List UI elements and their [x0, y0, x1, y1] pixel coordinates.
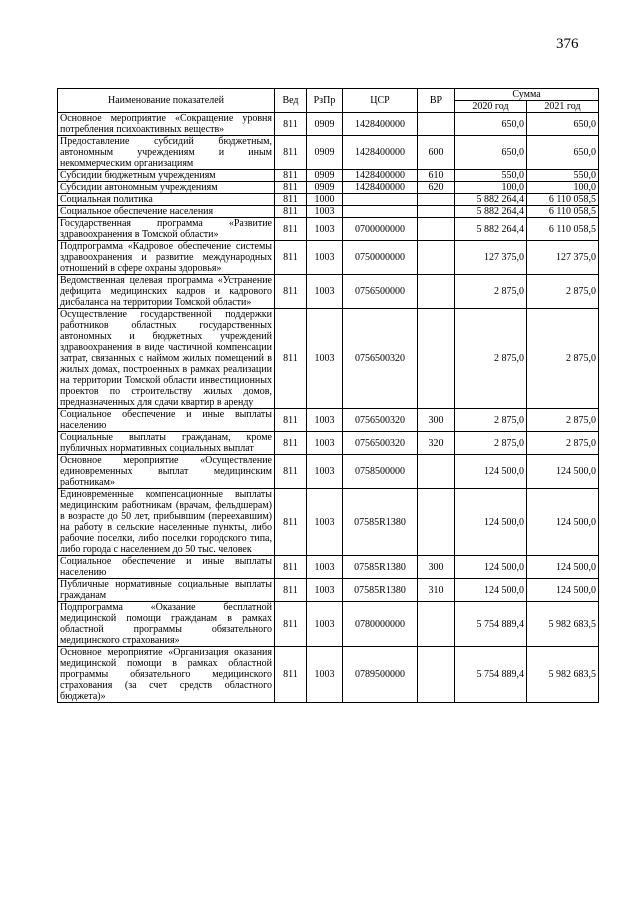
cell-csr: 0756500000	[343, 275, 418, 309]
cell-y2020: 124 500,0	[455, 455, 527, 489]
cell-y2021: 650,0	[527, 113, 599, 136]
cell-y2021: 2 875,0	[527, 432, 599, 455]
cell-ved: 811	[275, 432, 307, 455]
cell-csr	[343, 194, 418, 206]
cell-rzpr: 1003	[307, 489, 343, 556]
cell-ved: 811	[275, 113, 307, 136]
cell-name: Социальное обеспечение и иные выплаты населению	[58, 409, 275, 432]
cell-csr: 1428400000	[343, 170, 418, 182]
cell-rzpr: 0909	[307, 182, 343, 194]
table-row	[58, 206, 599, 218]
cell-vr: 620	[418, 182, 455, 194]
cell-y2021: 124 500,0	[527, 556, 599, 579]
cell-vr: 300	[418, 409, 455, 432]
cell-ved: 811	[275, 182, 307, 194]
cell-vr: 300	[418, 556, 455, 579]
cell-vr: 320	[418, 432, 455, 455]
cell-csr: 0780000000	[343, 602, 418, 647]
cell-name: Единовременные компенсационные выплаты медицинским работникам (врачам, фельдшерам) в возрасте до 50 лет, прибывшим (переехавшим) на работу в сельские населенные пункты, либо рабочие поселки, либо поселки городского типа, либо города с населением до 50 тыс. человек	[58, 489, 275, 556]
cell-ved: 811	[275, 218, 307, 241]
table-row	[58, 579, 599, 602]
cell-ved: 811	[275, 136, 307, 170]
cell-rzpr: 1003	[307, 275, 343, 309]
cell-ved: 811	[275, 194, 307, 206]
cell-y2021: 124 500,0	[527, 455, 599, 489]
cell-y2020: 2 875,0	[455, 409, 527, 432]
cell-name: Субсидии бюджетным учреждениям	[58, 170, 275, 182]
cell-csr: 07585R1380	[343, 556, 418, 579]
cell-name: Основное мероприятие «Осуществление единовременных выплат медицинским работникам»	[58, 455, 275, 489]
cell-rzpr: 1003	[307, 647, 343, 703]
cell-name: Социальная политика	[58, 194, 275, 206]
header-csr: ЦСР	[343, 89, 418, 113]
cell-name: Подпрограмма «Кадровое обеспечение системы здравоохранения и развитие международных отношений в сфере охраны здоровья»	[58, 241, 275, 275]
cell-y2021: 5 982 683,5	[527, 647, 599, 703]
cell-csr: 07585R1380	[343, 579, 418, 602]
header-name: Наименование показателей	[58, 89, 275, 113]
cell-ved: 811	[275, 602, 307, 647]
cell-y2021: 6 110 058,5	[527, 194, 599, 206]
cell-y2021: 550,0	[527, 170, 599, 182]
cell-rzpr: 1003	[307, 602, 343, 647]
cell-rzpr: 1003	[307, 455, 343, 489]
cell-name: Предоставление субсидий бюджетным, автономным учреждениям и иным некоммерческим организациям	[58, 136, 275, 170]
table-row	[58, 432, 599, 455]
cell-vr	[418, 275, 455, 309]
cell-y2020: 127 375,0	[455, 241, 527, 275]
cell-ved: 811	[275, 556, 307, 579]
cell-y2020: 5 754 889,4	[455, 602, 527, 647]
cell-y2020: 2 875,0	[455, 309, 527, 409]
cell-rzpr: 1003	[307, 556, 343, 579]
cell-y2021: 124 500,0	[527, 579, 599, 602]
table-row	[58, 170, 599, 182]
cell-y2021: 6 110 058,5	[527, 206, 599, 218]
cell-y2020: 5 754 889,4	[455, 647, 527, 703]
cell-vr	[418, 489, 455, 556]
cell-y2021: 5 982 683,5	[527, 602, 599, 647]
cell-rzpr: 1000	[307, 194, 343, 206]
cell-ved: 811	[275, 309, 307, 409]
table-row	[58, 489, 599, 556]
cell-vr	[418, 602, 455, 647]
table-row	[58, 241, 599, 275]
cell-rzpr: 0909	[307, 170, 343, 182]
table-row	[58, 647, 599, 703]
cell-y2021: 100,0	[527, 182, 599, 194]
cell-csr: 0756500320	[343, 432, 418, 455]
cell-vr	[418, 113, 455, 136]
cell-name: Публичные нормативные социальные выплаты гражданам	[58, 579, 275, 602]
cell-csr: 0756500320	[343, 309, 418, 409]
cell-csr: 0700000000	[343, 218, 418, 241]
cell-csr: 0758500000	[343, 455, 418, 489]
cell-y2021: 6 110 058,5	[527, 218, 599, 241]
header-year-2021: 2021 год	[527, 101, 599, 113]
cell-rzpr: 1003	[307, 432, 343, 455]
table-header	[58, 89, 599, 113]
cell-csr: 07585R1380	[343, 489, 418, 556]
cell-ved: 811	[275, 579, 307, 602]
cell-name: Государственная программа «Развитие здравоохранения в Томской области»	[58, 218, 275, 241]
cell-vr	[418, 218, 455, 241]
table-row	[58, 194, 599, 206]
table-row	[58, 182, 599, 194]
cell-y2020: 2 875,0	[455, 432, 527, 455]
cell-csr: 0756500320	[343, 409, 418, 432]
table-row	[58, 309, 599, 409]
cell-vr: 310	[418, 579, 455, 602]
cell-y2020: 5 882 264,4	[455, 218, 527, 241]
table-row	[58, 409, 599, 432]
cell-y2021: 127 375,0	[527, 241, 599, 275]
cell-ved: 811	[275, 409, 307, 432]
cell-vr	[418, 455, 455, 489]
table-row	[58, 602, 599, 647]
cell-csr: 0789500000	[343, 647, 418, 703]
cell-name: Социальные выплаты гражданам, кроме публичных нормативных социальных выплат	[58, 432, 275, 455]
cell-y2020: 650,0	[455, 113, 527, 136]
table-body	[58, 113, 599, 703]
cell-ved: 811	[275, 206, 307, 218]
cell-vr	[418, 206, 455, 218]
cell-y2020: 2 875,0	[455, 275, 527, 309]
cell-rzpr: 1003	[307, 579, 343, 602]
cell-vr	[418, 309, 455, 409]
table-row	[58, 455, 599, 489]
cell-vr	[418, 647, 455, 703]
cell-rzpr: 1003	[307, 309, 343, 409]
cell-rzpr: 0909	[307, 136, 343, 170]
table-row	[58, 113, 599, 136]
page-number: 376	[556, 36, 579, 52]
cell-csr	[343, 206, 418, 218]
cell-vr	[418, 241, 455, 275]
cell-ved: 811	[275, 170, 307, 182]
cell-y2021: 124 500,0	[527, 489, 599, 556]
header-year-2020: 2020 год	[455, 101, 527, 113]
cell-y2020: 124 500,0	[455, 556, 527, 579]
table-row	[58, 556, 599, 579]
cell-ved: 811	[275, 489, 307, 556]
cell-ved: 811	[275, 455, 307, 489]
cell-csr: 0750000000	[343, 241, 418, 275]
cell-csr: 1428400000	[343, 113, 418, 136]
cell-y2021: 650,0	[527, 136, 599, 170]
table-row	[58, 136, 599, 170]
cell-csr: 1428400000	[343, 182, 418, 194]
cell-vr	[418, 194, 455, 206]
header-sum: Сумма	[455, 89, 599, 101]
cell-y2020: 650,0	[455, 136, 527, 170]
cell-y2021: 2 875,0	[527, 409, 599, 432]
cell-ved: 811	[275, 275, 307, 309]
cell-y2020: 100,0	[455, 182, 527, 194]
cell-y2020: 550,0	[455, 170, 527, 182]
cell-vr: 600	[418, 136, 455, 170]
budget-table	[57, 88, 599, 703]
cell-name: Основное мероприятие «Организация оказания медицинской помощи в рамках областной программы обязательного медицинского страхования (за счет средств областного бюджета)»	[58, 647, 275, 703]
cell-rzpr: 1003	[307, 206, 343, 218]
cell-ved: 811	[275, 647, 307, 703]
cell-y2021: 2 875,0	[527, 309, 599, 409]
cell-csr: 1428400000	[343, 136, 418, 170]
cell-rzpr: 0909	[307, 113, 343, 136]
cell-y2020: 124 500,0	[455, 489, 527, 556]
cell-y2021: 2 875,0	[527, 275, 599, 309]
header-ved: Вед	[275, 89, 307, 113]
header-vr: ВР	[418, 89, 455, 113]
cell-ved: 811	[275, 241, 307, 275]
cell-name: Осуществление государственной поддержки работников областных государственных автономных и бюджетных учреждений здравоохранения в виде частичной компенсации затрат, связанных с наймом жилых помещений в жилых домах, построенных в рамках реализации на территории Томской области инвестиционных проектов по строительству жилых домов, предназначенных для сдачи квартир в аренду	[58, 309, 275, 409]
cell-name: Ведомственная целевая программа «Устранение дефицита медицинских кадров и кадрового дисбаланса на территории Томской области»	[58, 275, 275, 309]
cell-y2020: 5 882 264,4	[455, 194, 527, 206]
header-rzpr: РзПр	[307, 89, 343, 113]
cell-vr: 610	[418, 170, 455, 182]
table-row	[58, 218, 599, 241]
cell-name: Основное мероприятие «Сокращение уровня потребления психоактивных веществ»	[58, 113, 275, 136]
cell-name: Подпрограмма «Оказание бесплатной медицинской помощи гражданам в рамках областной программы обязательного медицинского страхования»	[58, 602, 275, 647]
cell-name: Субсидии автономным учреждениям	[58, 182, 275, 194]
cell-y2020: 5 882 264,4	[455, 206, 527, 218]
cell-rzpr: 1003	[307, 218, 343, 241]
cell-rzpr: 1003	[307, 241, 343, 275]
table-row	[58, 275, 599, 309]
cell-name: Социальное обеспечение и иные выплаты населению	[58, 556, 275, 579]
cell-y2020: 124 500,0	[455, 579, 527, 602]
cell-name: Социальное обеспечение населения	[58, 206, 275, 218]
cell-rzpr: 1003	[307, 409, 343, 432]
